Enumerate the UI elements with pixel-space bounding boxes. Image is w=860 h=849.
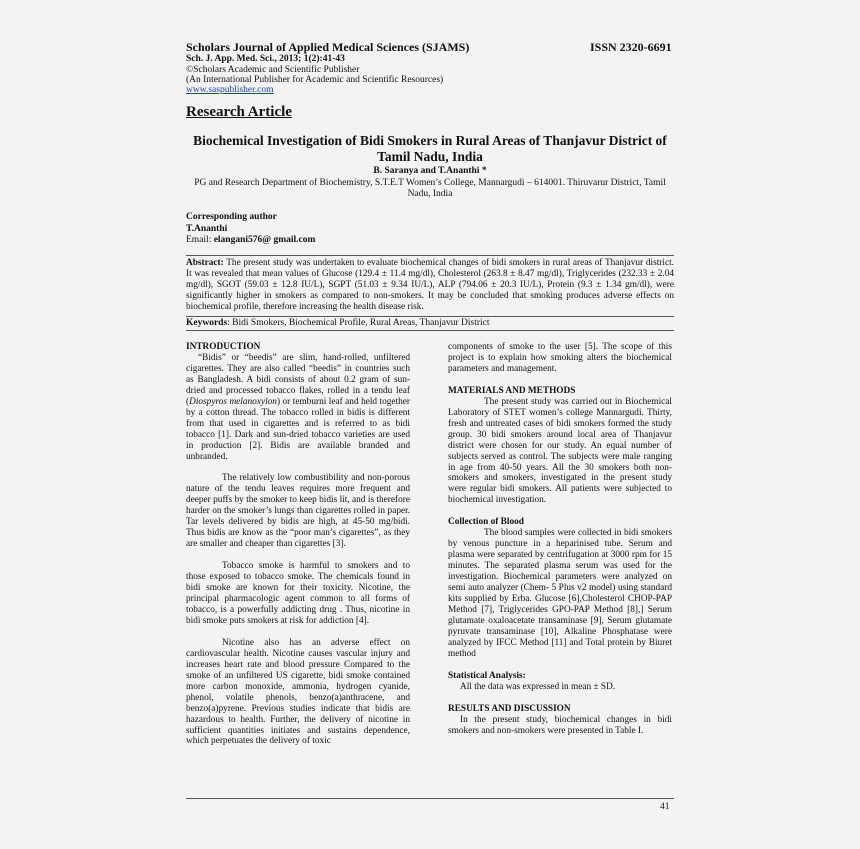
abstract-label: Abstract: [186, 258, 224, 268]
authors: B. Saranya and T.Ananthi * [373, 166, 487, 176]
section-heading-introduction: INTRODUCTION [186, 342, 261, 352]
issn: ISSN 2320-6691 [590, 40, 672, 54]
corresponding-label: Corresponding author [186, 212, 277, 222]
intro-p1-part-a: “Bidis” or “beedis” are slim, hand-rolled, unfiltered cigarettes. They are also called “beedis” in countries such as Bangladesh. A bidi consists of about 0.2 gram of sun-dried and processed tobacco flakes, rolled in a tendu leaf ( [186, 352, 410, 407]
intro-paragraph-3: Tobacco smoke is harmful to smokers and to those exposed to tobacco smoke. The chemicals found in bidi smoke are known for their toxicity. Nicotine, the principal pharmacologic agent common to all forms of tobacco, is a powerfully addicting drug . Thus, nicotine in bidi smoke puts smokers at risk for addiction [4]. [186, 561, 410, 626]
section-heading-statistical-analysis: Statistical Analysis: [448, 670, 526, 681]
copyright: ©Scholars Academic and Scientific Publisher [186, 65, 360, 75]
citation: Sch. J. App. Med. Sci., 2013; 1(2):41-43 [186, 54, 345, 64]
right-column [448, 342, 672, 737]
intro-paragraph-4: Nicotine also has an adverse effect on cardiovascular health. Nicotine causes vascular injury and increases heart rate and blood pressure Compared to the smoke of an unfiltered US cigarette, bidi smoke contained more carbon monoxide, ammonia, hydrogen cyanide, phenol, volatile phenols, benzo(a)anthracene, and benzo(a)pyrene. Previous studies indicate that bidis are hazardous to health. Further, the delivery of nicotine in sufficient quantities initiates and sustains dependence, which perpetuates the delivery of toxic [186, 637, 410, 747]
abstract-bottom-rule [186, 316, 674, 317]
results-paragraph-1: In the present study, biochemical changes in bidi smokers and non-smokers were presented in Table I. [448, 714, 672, 736]
section-heading-results: RESULTS AND DISCUSSION [448, 703, 571, 714]
page-number: 41 [660, 802, 670, 812]
email-label: Email: [186, 235, 212, 245]
footer-rule [186, 798, 674, 799]
intro-paragraph-2: The relatively low combustibility and non-porous nature of the tendu leaves requires more frequent and deeper puffs by the smoker to keep bidis lit, and is therefore harder on the smoker’s lungs than cigarettes rolled in paper. Tar levels delivered by bidis are high, at 45-50 mg/bidi. Thus bidis are know as the “poor man’s cigarettes”, as they are smaller and cheaper than cigarettes [3]. [186, 473, 410, 550]
abstract-top-rule [186, 255, 674, 256]
keywords-label: Keywords [186, 318, 228, 328]
abstract-text: The present study was undertaken to evaluate biochemical changes of bidi smokers in rural areas of Thanjavur district. It was revealed that mean values of Glucose (129.4 ± 11.4 mg/dl), Cholesterol (263.8 ± 8.47 mg/dl), Triglycerides (232.33 ± 2.04 mg/dl), SGOT (59.03 ± 12.8 IU/L), SGPT (51.03 ± 9.34 IU/L), ALP (794.06 ± 20.3 IU/L), Protein (9.3 ± 1.34 gm/dl), were significantly higher in smokers as compared to non-smokers. It may be concluded that smoking produces adverse effects on biochemical profile, therefore increasing the health disease risk. [186, 258, 674, 312]
methods-paragraph-1: The present study was carried out in Biochemical Laboratory of STET women’s college Mannargudi. Thirty, fresh and untreated cases of bidi smokers formed the study group. 30 bidi smokers around local area of Thanjavur district were chosen for our study. An equal number of subjects served as control. The subjects were male ranging in age from 40-50 years. All the 30 smokers both non-smokers and smokers, investigated in the present study were regular bidi smokers. All patients were subjected to biochemical investigation. [448, 396, 672, 506]
publisher-desc: (An International Publisher for Academic and Scientific Resources) [186, 75, 444, 85]
left-column [186, 342, 410, 747]
publisher-website-link[interactable]: www.saspublisher.com [186, 85, 274, 95]
intro-paragraph-5: components of smoke to the user [5]. The scope of this project is to explain how smoking alters the biochemical parameters and management. [448, 342, 672, 374]
email-line [186, 235, 315, 247]
keywords-bottom-rule [186, 330, 674, 331]
section-heading-collection-of-blood: Collection of Blood [448, 517, 524, 528]
corresponding-name: T.Ananthi [186, 223, 228, 234]
intro-paragraph-1 [186, 353, 410, 463]
corresponding-author [186, 212, 315, 247]
intro-p1-part-b: ) or temburni leaf and held together by a cotton thread. The tobacco rolled in bidis is different from that used in cigarettes and is referred to as bidi tobacco [1]. Dark and sun-dried tobacco varieties are used in production [2]. Bidis are available branded and unbranded. [186, 396, 410, 462]
blood-paragraph-1: The blood samples were collected in bidi smokers by venous puncture in a heparinised tube. Serum and plasma were separated by centrifugation at 3000 rpm for 15 minutes. The separated plasma serum was used for the investigation. Biochemical parameters were analyzed on semi auto analyzer (Chem- 5 Plus v2 model) using standard kits supplied by Erba. Glucose [6],Cholesterol CHOP-PAP Method [7], Triglycerides GPO-PAP Method [8],] Serum glutamate oxaloacetate transaminase [9], Serum glutamate pyruvate transaminase [10], Alkaline Phosphatase were analyzed by IFCC Method [11] and Total protein by Biuret method [448, 528, 672, 659]
article-title: Biochemical Investigation of Bidi Smokers in Rural Areas of Thanjavur District of Tamil Nadu, India [193, 133, 667, 164]
keywords [186, 318, 674, 328]
stats-paragraph-1: All the data was expressed in mean ± SD. [460, 681, 616, 692]
section-heading-methods: MATERIALS AND METHODS [448, 385, 576, 396]
journal-name: Scholars Journal of Applied Medical Sciences (SJAMS) [186, 40, 470, 54]
article-type: Research Article [186, 104, 292, 120]
keywords-text: : Bidi Smokers, Biochemical Profile, Rural Areas, Thanjavur District [227, 318, 490, 328]
species-name: Diospyros melanoxylon [189, 396, 277, 407]
email-address[interactable]: elangani576@ gmail.com [213, 235, 316, 245]
affiliation: PG and Research Department of Biochemistry, S.T.E.T Women’s College, Mannargudi – 614001. Thiruvarur District, Tamil Nadu, India [194, 178, 666, 199]
abstract [186, 258, 674, 313]
